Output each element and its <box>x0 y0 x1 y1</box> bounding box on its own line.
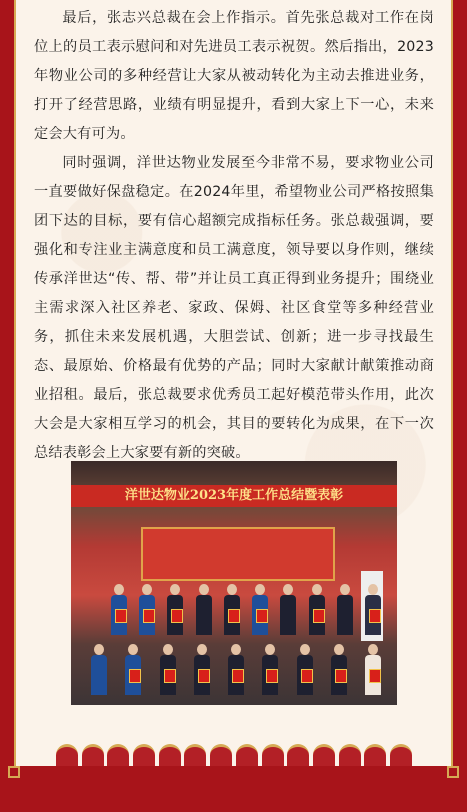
person <box>365 644 381 695</box>
person <box>280 584 296 635</box>
corner-ornament-left <box>8 766 20 778</box>
person <box>196 584 212 635</box>
person <box>160 644 176 695</box>
back-row-people <box>111 571 381 635</box>
corner-ornament-right <box>447 766 459 778</box>
article-body <box>34 4 434 468</box>
person <box>194 644 210 695</box>
person <box>252 584 268 635</box>
paragraph-2: 同时强调，洋世达物业发展至今非常不易，要求物业公司一直要做好保盘稳定。在2024年里，希望物业公司严格按照集团下达的目标，要有信心超额完成指标任务。张总裁强调，要强化和专注业主满意度和员工满意度，领导要以身作则，继续传承洋世达“传、帮、带”并让员工真正得到业务提升；围绕业主需求深入社区养老、家政、保姆、社区食堂等多种经营业务，抓住未来发展机遇，大胆尝试、创新；进一步寻找最生态、最原始、价格最有优势的产品；同时大家献计献策推动商业招租。最后，张总裁要求优秀员工起好模范带头作用，此次大会是大家相互学习的机会，其目的要转化为成果，在下一次总结表彰会上大家要有新的突破。 <box>34 155 434 461</box>
left-gold-border <box>14 0 16 775</box>
person <box>309 584 325 635</box>
event-photo <box>71 461 397 705</box>
paragraph-1: 最后，张志兴总裁在会上作指示。首先张总裁对工作在岗位上的员工表示慰问和对先进员工表示祝贺。然后指出，2023年物业公司的多种经营让大家从被动转化为主动去推进业务，打开了经营思路，业绩有明显提升，看到大家上下一心，未来定会大有可为。 <box>34 10 434 142</box>
wave-decoration <box>56 744 412 766</box>
person <box>331 644 347 695</box>
right-gold-border <box>451 0 453 775</box>
person <box>297 644 313 695</box>
person <box>125 644 141 695</box>
person <box>337 584 353 635</box>
person <box>262 644 278 695</box>
person <box>139 584 155 635</box>
photo-banner-text: 洋世达物业2023年度工作总结暨表彰 <box>71 485 397 507</box>
person <box>224 584 240 635</box>
person <box>111 584 127 635</box>
person <box>228 644 244 695</box>
person <box>365 584 381 635</box>
front-row-people <box>91 631 381 695</box>
bottom-red-band <box>0 766 467 812</box>
person <box>91 644 107 695</box>
person <box>167 584 183 635</box>
